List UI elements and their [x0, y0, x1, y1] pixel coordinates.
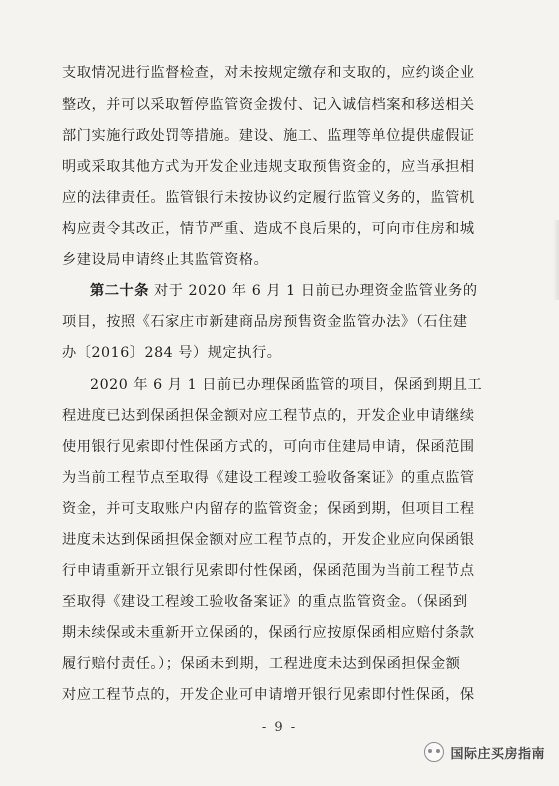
text-line: 期未续保或未重新开立保函的，保函行应按原保函相应赔付条款: [62, 625, 475, 641]
watermark-text: 国际庄买房指南: [450, 746, 545, 762]
watermark: [424, 742, 545, 762]
text-line: 办〔2016〕284 号）规定执行。: [62, 345, 282, 361]
text-line: 行申请重新开立银行见索即付性保函，保函范围为当前工程节点: [62, 563, 475, 579]
text-line: 对于 2020 年 6 月 1 日前已办理资金监管业务的: [148, 283, 478, 299]
page-edge-shadow: [553, 220, 559, 300]
text-line: 至取得《建设工程竣工验收备案证》的重点监管资金。（保函到: [62, 594, 468, 610]
text-line: 构应责令其改正，情节严重、造成不良后果的，可向市住房和城: [62, 221, 475, 237]
text-line: 程进度已达到保函担保金额对应工程节点的，开发企业申请继续: [62, 408, 475, 424]
text-line: 部门实施行政处罚等措施。建设、施工、监理等单位提供虚假证: [62, 128, 475, 144]
article-paragraph: [90, 281, 478, 301]
text-line: 项目，按照《石家庄市新建商品房预售资金监管办法》（石住建: [62, 314, 468, 330]
text-line: 对应工程节点的，开发企业可申请增开银行见索即付性保函，保: [62, 687, 475, 703]
text-line: 履行赔付责任。）；保函未到期，工程进度未达到保函担保金额: [62, 656, 461, 672]
text-line: 为当前工程节点至取得《建设工程竣工验收备案证》的重点监管: [62, 470, 475, 486]
text-line: 应的法律责任。监管银行未按协议约定履行监管义务的，监管机: [62, 190, 475, 206]
text-line: 乡建设局申请终止其监管资格。: [62, 252, 269, 268]
text-line: 支取情况进行监督检查，对未按规定缴存和支取的，应约谈企业: [62, 65, 475, 81]
text-line: 进度未达到保函担保金额对应工程节点的，开发企业应向保函银: [62, 532, 475, 548]
text-line: 资金，并可支取账户内留存的监管资金；保函到期，但项目工程: [62, 501, 475, 517]
wechat-icon: [424, 742, 444, 762]
page-number: - 9 -: [261, 720, 298, 735]
article-heading: 第二十条: [90, 283, 149, 299]
text-line: 2020 年 6 月 1 日前已办理保函监管的项目，保函到期且工: [90, 377, 483, 393]
text-line: 整改，并可以采取暂停监管资金拨付、记入诚信档案和移送相关: [62, 97, 475, 113]
text-line: 明或采取其他方式为开发企业违规支取预售资金的，应当承担相: [62, 159, 475, 175]
text-line: 使用银行见索即付性保函方式的，可向市住建局申请，保函范围: [62, 439, 475, 455]
